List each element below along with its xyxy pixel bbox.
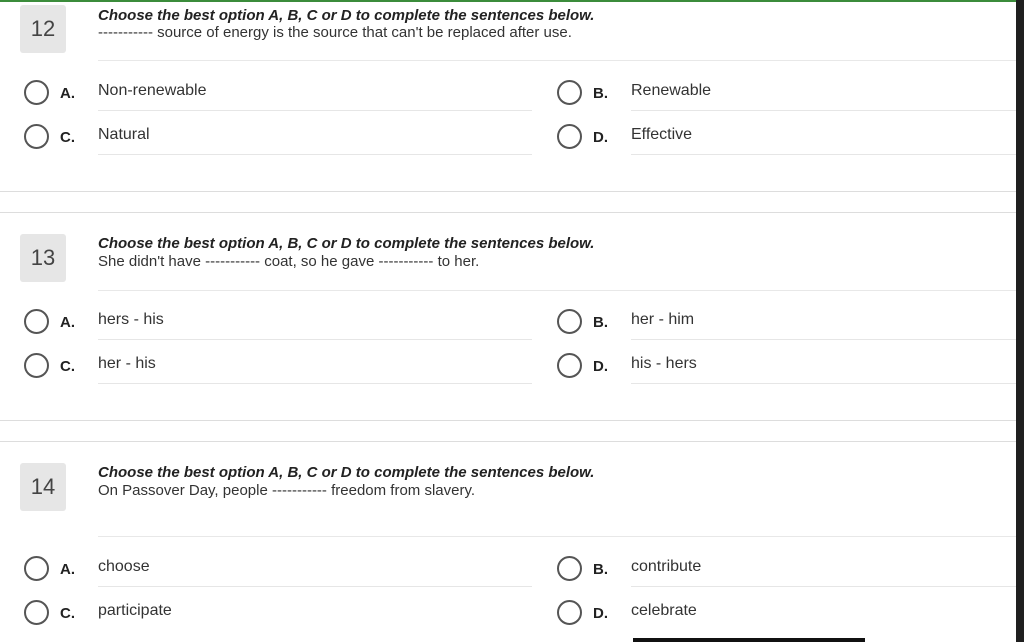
option-d[interactable] [557, 353, 1016, 397]
divider [631, 154, 1016, 155]
radio-button[interactable] [557, 556, 582, 581]
option-text: Non-renewable [98, 82, 207, 99]
option-text: his - hers [631, 355, 697, 372]
option-text: her - his [98, 355, 156, 372]
question-stem: ----------- source of energy is the source that can't be replaced after use. [98, 24, 572, 41]
question-instruction: Choose the best option A, B, C or D to complete the sentences below. [98, 235, 595, 252]
divider [98, 110, 532, 111]
option-b[interactable] [557, 80, 1016, 124]
option-a[interactable] [24, 80, 532, 124]
section-divider [0, 420, 1016, 421]
option-text: contribute [631, 558, 702, 575]
option-letter: C. [60, 129, 75, 146]
option-c[interactable] [24, 353, 532, 397]
section-divider [0, 212, 1016, 213]
option-text: participate [98, 602, 172, 619]
divider [98, 60, 1016, 61]
radio-button[interactable] [557, 124, 582, 149]
section-divider [0, 441, 1016, 442]
question-instruction: Choose the best option A, B, C or D to complete the sentences below. [98, 464, 595, 481]
option-a[interactable] [24, 309, 532, 353]
option-letter: A. [60, 561, 75, 578]
option-b[interactable] [557, 556, 1016, 600]
option-text: Natural [98, 126, 150, 143]
divider [631, 586, 1016, 587]
radio-button[interactable] [24, 353, 49, 378]
divider [98, 339, 532, 340]
divider [98, 154, 532, 155]
option-a[interactable] [24, 556, 532, 600]
option-letter: D. [593, 358, 608, 375]
radio-button[interactable] [557, 600, 582, 625]
question-number: 12 [20, 5, 66, 53]
divider [98, 536, 1016, 537]
option-letter: A. [60, 85, 75, 102]
question-stem: She didn't have ----------- coat, so he gave ----------- to her. [98, 253, 480, 270]
option-text: Renewable [631, 82, 712, 99]
option-c[interactable] [24, 600, 532, 642]
divider [98, 586, 532, 587]
option-d[interactable] [557, 124, 1016, 168]
radio-button[interactable] [24, 600, 49, 625]
divider [631, 110, 1016, 111]
divider [631, 383, 1016, 384]
option-d[interactable] [557, 600, 1016, 642]
question-number: 14 [20, 463, 66, 511]
radio-button[interactable] [557, 309, 582, 334]
option-text: Effective [631, 126, 693, 143]
bottom-bar [633, 638, 865, 642]
question-stem: On Passover Day, people ----------- freedom from slavery. [98, 482, 476, 499]
question-12 [0, 0, 1016, 192]
question-instruction: Choose the best option A, B, C or D to complete the sentences below. [98, 7, 595, 24]
option-c[interactable] [24, 124, 532, 168]
question-13 [0, 229, 1016, 421]
question-14 [0, 458, 1016, 642]
option-text: choose [98, 558, 150, 575]
option-letter: B. [593, 314, 608, 331]
radio-button[interactable] [557, 353, 582, 378]
section-divider [0, 191, 1016, 192]
option-letter: D. [593, 129, 608, 146]
divider [98, 383, 532, 384]
radio-button[interactable] [557, 80, 582, 105]
radio-button[interactable] [24, 124, 49, 149]
radio-button[interactable] [24, 556, 49, 581]
option-letter: A. [60, 314, 75, 331]
option-text: her - him [631, 311, 695, 328]
window-edge [1016, 0, 1024, 642]
option-text: hers - his [98, 311, 164, 328]
divider [631, 339, 1016, 340]
question-number: 13 [20, 234, 66, 282]
option-text: celebrate [631, 602, 697, 619]
radio-button[interactable] [24, 309, 49, 334]
option-letter: C. [60, 358, 75, 375]
option-b[interactable] [557, 309, 1016, 353]
radio-button[interactable] [24, 80, 49, 105]
option-letter: D. [593, 605, 608, 622]
option-letter: B. [593, 561, 608, 578]
option-letter: C. [60, 605, 75, 622]
option-letter: B. [593, 85, 608, 102]
divider [98, 290, 1016, 291]
